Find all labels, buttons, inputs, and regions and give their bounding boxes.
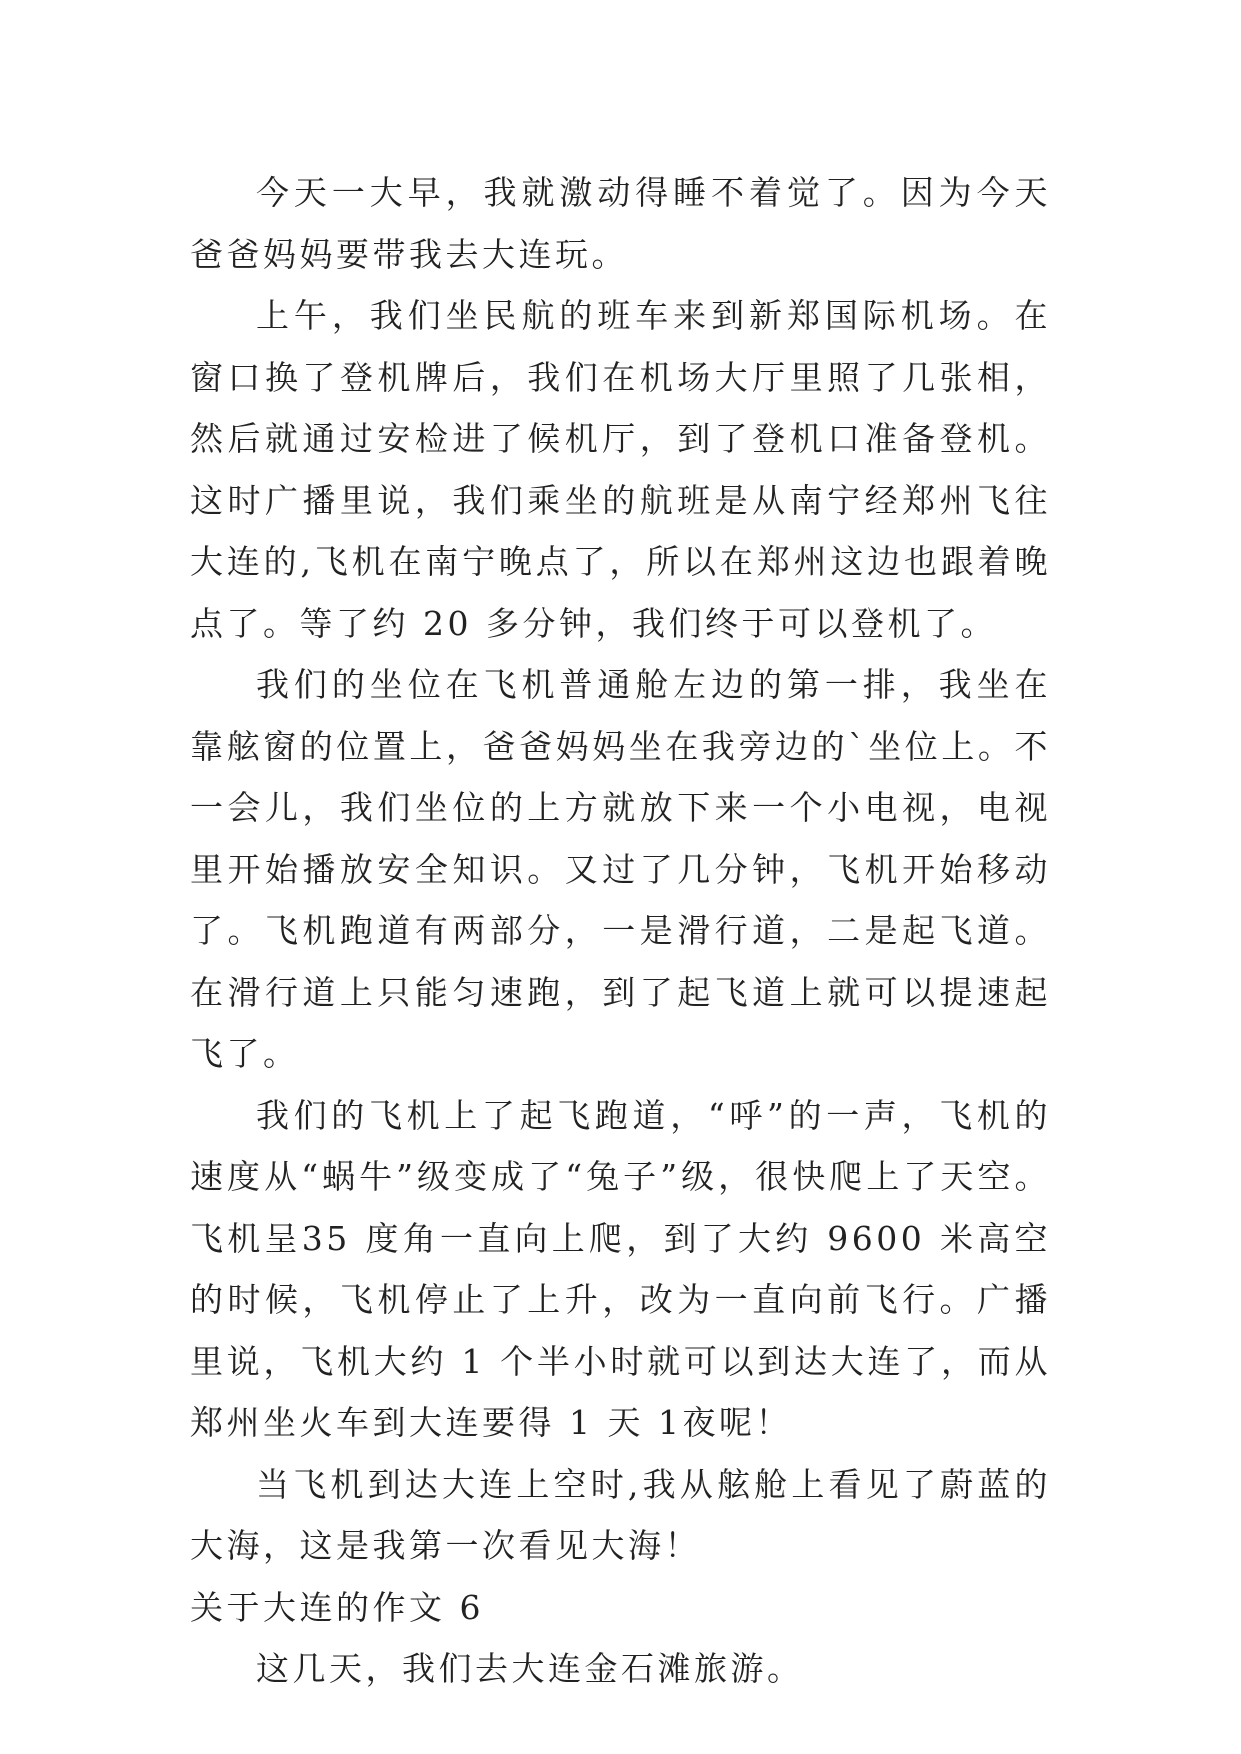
paragraph-2: 上午，我们坐民航的班车来到新郑国际机场。在窗口换了登机牌后，我们在机场大厅里照了几张相，然后就通过安检进了候机厅，到了登机口准备登机。这时广播里说，我们乘坐的航班是从南宁经郑州飞往大连的,飞机在南宁晚点了，所以在郑州这边也跟着晚点了。等了约 20 多分钟，我们终于可以登机了。	[190, 296, 1051, 643]
paragraph-5: 当飞机到达大连上空时,我从舷舱上看见了蔚蓝的大海，这是我第一次看见大海！	[190, 1464, 1051, 1565]
paragraph-6: 这几天，我们去大连金石滩旅游。	[256, 1649, 804, 1688]
paragraph-1: 今天一大早，我就激动得睡不着觉了。因为今天爸爸妈妈要带我去大连玩。	[190, 173, 1051, 274]
paragraph-3: 我们的坐位在飞机普通舱左边的第一排，我坐在靠舷窗的位置上，爸爸妈妈坐在我旁边的`坐位上。不一会儿，我们坐位的上方就放下来一个小电视，电视里开始播放安全知识。又过了几分钟，飞机开始移动了。飞机跑道有两部分，一是滑行道，二是起飞道。在滑行道上只能匀速跑，到了起飞道上就可以提速起飞了。	[190, 665, 1051, 1073]
section-heading: 关于大连的作文 6	[190, 1587, 484, 1627]
essay-body	[190, 162, 1051, 1700]
paragraph-4: 我们的飞机上了起飞跑道，“呼”的一声，飞机的速度从“蜗牛”级变成了“兔子”级，很快爬上了天空。飞机呈35 度角一直向上爬，到了大约 9600 米高空的时候，飞机停止了上升，改为一直向前飞行。广播里说，飞机大约 1 个半小时就可以到达大连了，而从郑州坐火车到大连要得 1 天 1夜呢！	[190, 1095, 1051, 1442]
